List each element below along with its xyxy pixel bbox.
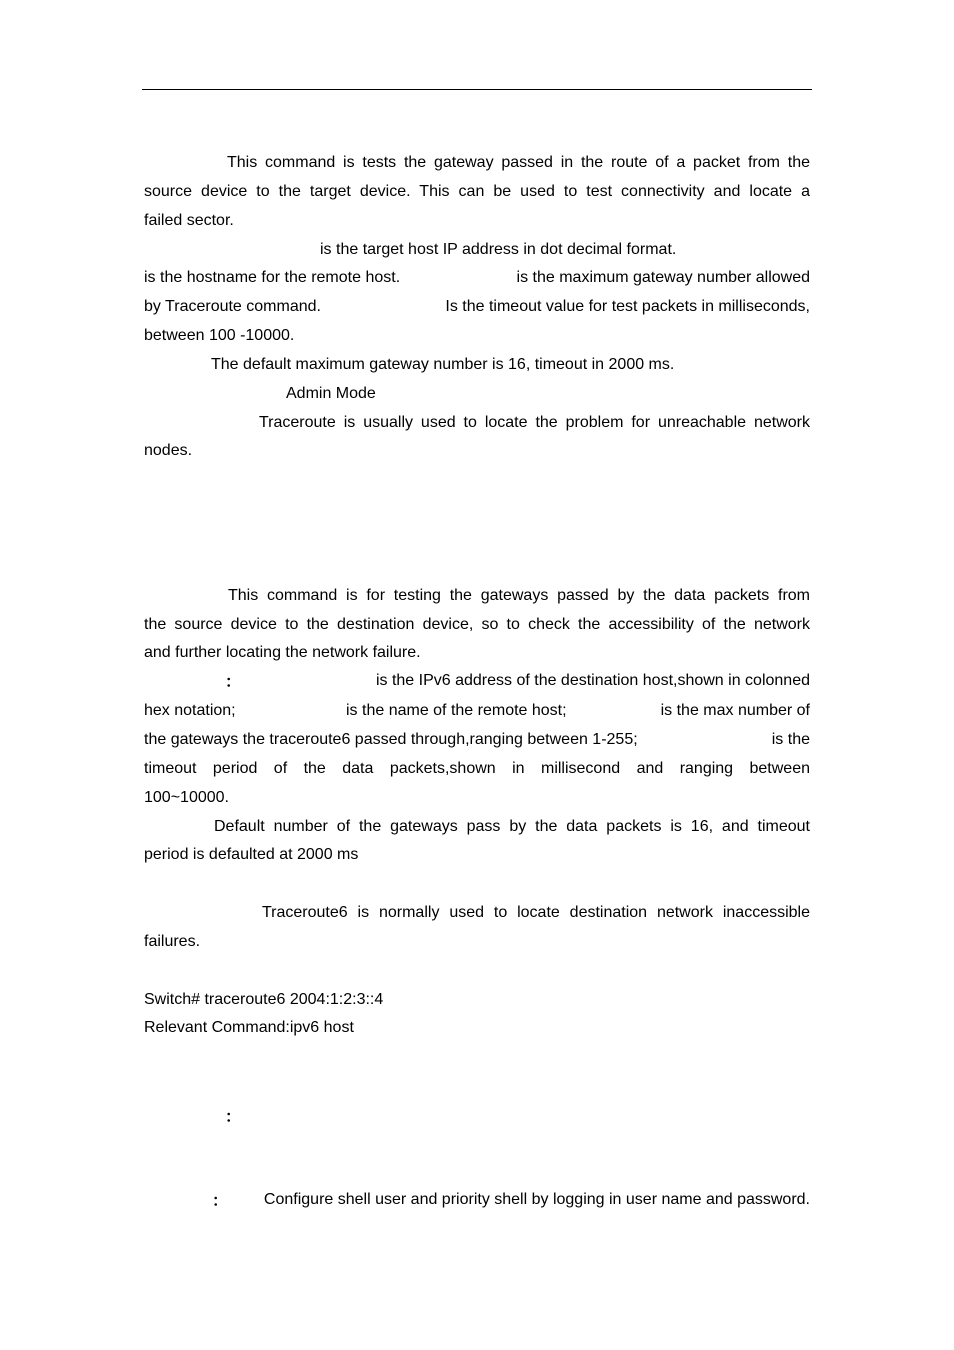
s1-usage-text: Traceroute is usually used to locate the problem for unreachable network xyxy=(259,414,810,431)
s3-colon: ： xyxy=(225,1109,242,1126)
s1-parameter-text: is the maximum gateway number allowed xyxy=(516,269,810,286)
s2-parameter-text: the gateways the traceroute6 passed through,ranging between 1-255; xyxy=(144,731,638,748)
s2-description-line: and further locating the network failure. xyxy=(144,644,421,661)
s1-description-line: This command is tests the gateway passed in the route of a packet from the xyxy=(227,154,810,171)
header-rule xyxy=(142,89,812,90)
s2-parameter-text: timeout period of the data packets,shown in millisecond and ranging between xyxy=(144,760,810,777)
s1-default-text: The default maximum gateway number is 16, timeout in 2000 ms. xyxy=(211,356,675,373)
s1-parameter-text: Is the timeout value for test packets in milliseconds, xyxy=(445,298,810,315)
s3-description-text: Configure shell user and priority shell by logging in user name and password. xyxy=(263,1191,810,1208)
s2-description-line: This command is for testing the gateways passed by the data packets from xyxy=(228,587,810,604)
s2-parameter-text: is the IPv6 address of the destination host,shown in colonned xyxy=(375,672,810,689)
s2-default-text: period is defaulted at 2000 ms xyxy=(144,846,359,863)
s2-usage-text: failures. xyxy=(144,933,201,950)
s2-relevant-command: Relevant Command:ipv6 host xyxy=(144,1019,354,1036)
s1-parameter-text: is the target host IP address in dot decimal format. xyxy=(320,241,677,258)
s1-parameter-text: by Traceroute command. xyxy=(144,298,321,315)
s2-default-text: Default number of the gateways pass by the data packets is 16, and timeout xyxy=(214,818,810,835)
s2-usage-text: Traceroute6 is normally used to locate destination network inaccessible xyxy=(262,904,810,921)
s3-colon: ： xyxy=(212,1193,229,1210)
s1-parameter-text: between 100 -10000. xyxy=(144,327,295,344)
s2-parameter-text: is the max number of xyxy=(660,702,810,719)
s1-parameter-text: is the hostname for the remote host. xyxy=(144,269,401,286)
s1-description-line: failed sector. xyxy=(144,212,234,229)
s2-parameter-text: is the xyxy=(771,731,810,748)
s2-parameter-text: 100~10000. xyxy=(144,789,229,806)
s1-usage-text: nodes. xyxy=(144,442,193,459)
s1-mode-text: Admin Mode xyxy=(286,385,376,402)
s2-description-line: the source device to the destination device, so to check the accessibility of the network xyxy=(144,616,810,633)
s2-parameter-text: is the name of the remote host; xyxy=(346,702,567,719)
s2-example-text: Switch# traceroute6 2004:1:2:3::4 xyxy=(144,991,384,1008)
s2-parameter-text: hex notation; xyxy=(144,702,236,719)
s1-description-line: source device to the target device. This can be used to test connectivity and locate a xyxy=(144,183,810,200)
s2-parameter-colon: ： xyxy=(225,674,242,691)
